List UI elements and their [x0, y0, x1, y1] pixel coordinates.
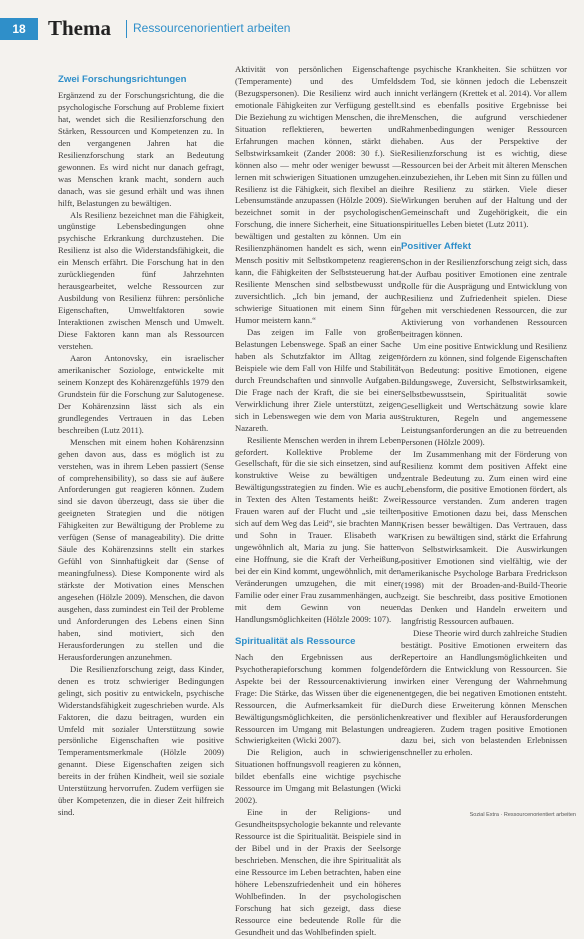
paragraph: Ergänzend zu der Forschungsrichtung, die die psychologische Forschung auf Probleme fixiert hat, wendet sich die Resilienzforschung den Stärken, Ressourcen und Kompetenzen zu. In den vergangenen Jahren hat die Resilienzforschung stark an Bedeutung gewonnen. Es wird nicht nur danach gefragt, was Menschen krank macht, sondern auch danach, was sie gesund erhält und was ihnen hilft, Belastungen zu bewältigen.	[58, 90, 224, 208]
paragraph: Als Resilienz bezeichnet man die Fähigkeit, ungünstige Lebensbedingungen ohne psychische Erkrankung durchzustehen. Die Resilienz ist also die Widerstandsfähigkeit, die ein Mensch erfährt. Die Forschung hat in den zurückliegenden fünf Jahrzehnten herausgearbeitet, welche Ressourcen zur Ausbildung von Resilienz führen: persönliche Eigenschaften, Umweltfaktoren sowie Interaktionen zwischen Mensch und Umwelt. Diese Faktoren kann man als Ressourcen verstehen.	[58, 209, 224, 352]
paragraph: Die Religion, auch in schwierigen Situationen hoffnungsvoll reagieren zu können, bildet ebenfalls eine wichtige psychische Ressource im Umgang mit Belastungen (Wicki 2002).	[235, 747, 401, 806]
paragraph: Nach den Ergebnissen aus der Psychotherapieforschung kommen folgende Aspekte bei der Ressourcenaktivierung in Frage: Die Stärke, das Wissen über die eigenen Ressourcen, die Aufmerksamkeit für die Bewältigungsmöglichkeiten, die persönlichen Ressourcen im Umgang mit Belastungen und Schwierigkeiten (Wicki 2007).	[235, 651, 401, 746]
page-header	[0, 18, 584, 40]
paragraph: Eine in der Religions- und Gesundheitspsychologie bekannte und relevante Ressource ist die Spiritualität. Beispiele sind in der Bibel und in der Praxis der Seelsorge beschrieben. Menschen, die ihre Spiritualität als eine Ressource im Leben betrachten, haben eine höhere Lebenszufriedenheit und ein höheres Wohlbefinden. In der psychologischen Forschung hat sich gezeigt, dass diese Ressource eine bedeutende Rolle für die Gesundheit und das Wohlbefinden spielt.	[235, 807, 401, 937]
paragraph: Die Resilienzforschung zeigt, dass Kinder, denen es trotz schwieriger Bedingungen gelingt, sich positiv zu entwickeln, psychische Widerstandsfähigkeit zugeschrieben wurde. Als Faktoren, die dazu beitragen, wurden ein Umfeld mit sozialer Unterstützung sowie persönliche Eigenschaften wie positive Temperamentsmerkmale (Hölzle 2009) genannt. Diese Eigenschaften zeigen sich bereits in der frühen Kindheit, weil sie soziale Unterstützung hervorrufen. Zudem verfügen sie über Kompetenzen, die in dieser Zeit hilfreich sind.	[58, 663, 224, 818]
section-subtitle: Ressourcenorientiert arbeiten	[133, 21, 291, 35]
header-divider	[126, 20, 127, 38]
section-heading: Zwei Forschungsrichtungen	[58, 74, 187, 85]
paragraph: ge psychische Krankheiten. Sie schützen vor dem Tod, sie können jedoch die Lebenszeit nicht verlängern (Krettek et al. 2014). Vor allem sind es ebenfalls positive Ergebnisse bei Menschen, die aufgrund verschiedener Rahmenbedingungen weniger Ressourcen haben. Aus der Perspektive der Resilienzforschung ist es wichtig, diese Ressourcen bei der Arbeit mit älteren Menschen einzubeziehen, ihr Leben mit Sinn zu füllen und ihre Resilienz zu stärken. Viele dieser Wirkungen beruhen auf der Haltung und der Gemeinschaft und Zugehörigkeit, die ein spirituelles Leben bietet (Lutz 2011).	[401, 64, 567, 230]
paragraph: Schon in der Resilienzforschung zeigt sich, dass der Aufbau positiver Emotionen eine zentrale Rolle für die Ausprägung und Entwicklung von Resilienz und Zufriedenheit spielen. Diese gehen mit verschiedenen Ressourcen, die zur Aktivierung von vorhandenen Ressourcen beitragen können.	[401, 257, 567, 340]
paragraph: Menschen mit einem hohen Kohärenzsinn gehen davon aus, dass es möglich ist zu verstehen, was in ihrem Leben passiert (Sense of comprehensibility), so dass sie auf äußere Anforderungen gut reagieren können. Zudem sind sie davon überzeugt, dass sie über die geeigneten Strategien und die nötigen Fähigkeiten zur Bewältigung der Probleme zu verfügen (Sense of manageability). Die dritte Säule des Kohärenzsinns stellt ein starkes Gefühl von Sinnhaftigkeit dar (Sense of meaningfulness). Diese Komponente wird als stärkste der Motivation eines Menschen angesehen (Hölzle 2009). Menschen, die davon ausgehen, dass zumindest ein Teil der Probleme und Anforderungen des Lebens einen Sinn haben, sind motiviert, sich den Herausforderungen zu stellen und die Herausforderungen anzunehmen.	[58, 436, 224, 662]
page-number: 18	[0, 18, 38, 40]
page-footer: Sozial Extra · Ressourcenorientiert arbeiten	[469, 812, 576, 818]
paragraph: Aktivität von persönlichen Eigenschaften (Temperamente) und des Umfelds (Bezugspersonen). Die Resilienz wird auch in emotionale Fähigkeiten zur Verfügung gestellt. Die Beziehung zu wichtigen Menschen, die ihre Situation reflektieren, bewerten und Erfahrungen machen können, stärkt die Selbstwirksamkeit (Zander 2008: 30 f.). Sie können also — mehr oder weniger bewusst — lernen mit schwierigen Situationen umzugehen. Resilienz ist die Fähigkeit, sich flexibel an die Lebensumstände anzupassen (Hölzle 2009). Sie bezeichnet somit in der psychologischen Forschung, die innere Sicherheit, eine Situation bewältigen und gestalten zu können. Um ein Resilienzphänomen handelt es sich, wenn ein Mensch positiv mit Selbstkompetenz reagieren kann, die Fähigkeiten der Selbststeuerung hat. Resiliente Menschen sind selbstbewusst und zuversichtlich. „Ich bin jemand, der auch schwierige Situationen mit einem Sinn für Humor meistern kann.“	[235, 64, 401, 326]
paragraph: Das zeigen im Falle von großen Belastungen Lebenswege. Spaß an einer Sache haben als Schutzfaktor im Alltag zeigen Beispiele wie dem Fall von Hilfe und Stabilität durch Freundschaften und sinnvolle Aufgaben. Die Frage nach der Kraft, die sie bei einer Verwirklichung ihrer Ziele unterstützt, zeigen sich in Lebenswegen wie dem von Maria aus Nazareth.	[235, 326, 401, 433]
text-column-2	[235, 64, 401, 939]
paragraph: Diese Theorie wird durch zahlreiche Studien bestätigt. Positive Emotionen erweitern das Repertoire an Handlungsmöglichkeiten und fördern die Entwicklung von Ressourcen. Sie wirken einer Verengung der Wahrnehmung entgegen, die bei negativen Emotionen entsteht. Durch diese Erweiterung können Menschen kreativer und flexibler auf Herausforderungen reagieren. Zudem tragen positive Emotionen dazu bei, sich von belastenden Erlebnissen schneller zu erholen.	[401, 627, 567, 758]
section-heading: Positiver Affekt	[401, 241, 472, 253]
paragraph: Im Zusammenhang mit der Förderung von Resilienz kommt dem positiven Affekt eine zentrale Bedeutung zu. Zum einen wird eine Lebensform, die positive Emotionen fördert, als Ressource verstanden. Zum anderen tragen positive Emotionen dazu bei, dass Menschen Krisen besser bewältigen. Das Vertrauen, dass Krisen zu bewältigen sind, stärkt die Erfahrung von Selbstwirksamkeit. Die Auswirkungen positiver Emotionen sind vielfältig, wie der amerikanische Psychologe Barbara Fredrickson (1998) mit der Broaden-and-Build-Theorie zeigt. Sie beschreibt, dass positive Emotionen das Denken und Handeln erweitern und langfristig Ressourcen aufbauen.	[401, 448, 567, 626]
paragraph: Resiliente Menschen werden in ihrem Leben gefordert. Kollektive Probleme der Gesellschaft, für die sie sich einsetzen, sind auf konstruktive Weise zu bewältigen und Bewältigungsstrategien zu finden. Wie es auch in Texten des Alten Testaments heißt: Zwei Frauen waren auf der Flucht und „sie teilten sich auf dem Weg das Leid“, sie brachten Mann und Sohn in Trauer. Elisabeth war ungewöhnlich alt, Maria zu jung. Sie hatten eine Hoffnung, sie die Kraft der Verheißung, bei der ein Kind kommt, ungewöhnlich, mit den Veränderungen umzugehen, die mit einer Familie oder einer Frau zusammenhängen, auch mit dem Gewinn von neuen Handlungsmöglichkeiten (Hölzle 2009: 107).	[235, 434, 401, 624]
paragraph: Um eine positive Entwicklung und Resilienz fördern zu können, sind folgende Eigenschaften von Bedeutung: positive Emotionen, eigene Bildungswege, Zuversicht, Selbstwirksamkeit, Selbstbewusstsein, Spiritualität sowie Geselligkeit und Wertschätzung sowie klare Strukturen, Regeln und angemessene Leistungsanforderungen an die zu betreuenden Personen (Hölzle 2009).	[401, 341, 567, 447]
paragraph: Aaron Antonovsky, ein israelischer amerikanischer Soziologe, entwickelte mit seinem Konzept des Kohärenzgefühls 1979 den Grundstein für die Forschung zur Salutogenese. Der Kohärenzsinn lässt sich als ein grundlegendes Vertrauen in das Leben beschreiben (Lutz 2011).	[58, 352, 224, 435]
text-column-1	[58, 74, 224, 819]
text-column-3	[401, 64, 567, 759]
section-title: Thema	[48, 16, 111, 40]
section-heading: Spiritualität als Ressource	[235, 635, 356, 647]
